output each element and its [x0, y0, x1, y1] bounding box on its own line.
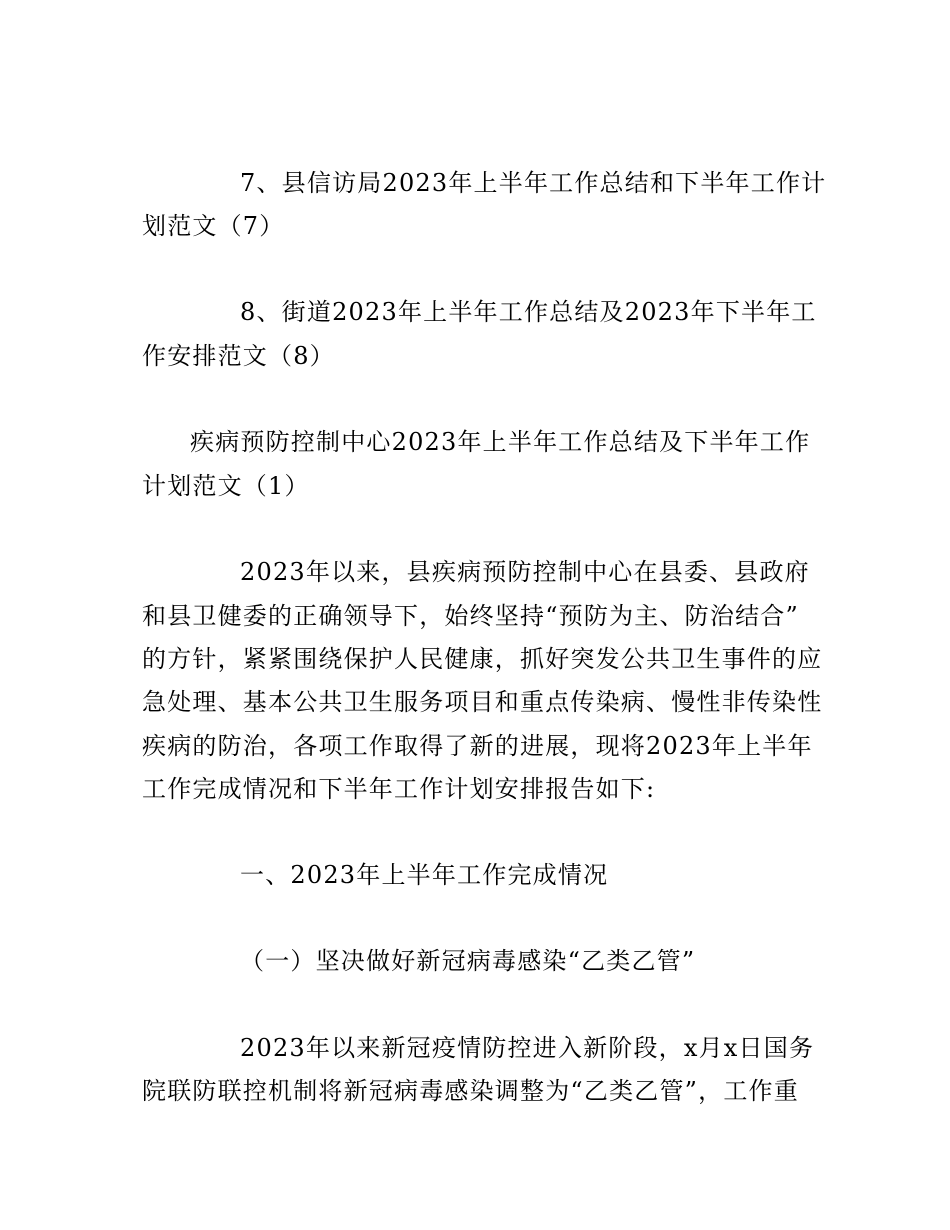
heading-level2: （一）坚决做好新冠病毒感染“乙类乙管”	[240, 947, 696, 975]
body-paragraph-line1: 2023年以来新冠疫情防控进入新阶段，x月x日国务	[240, 1034, 815, 1062]
intro-paragraph-line4: 急处理、基本公共卫生服务项目和重点传染病、慢性非传染性	[142, 688, 823, 716]
intro-paragraph-line1: 2023年以来，县疾病预防控制中心在县委、县政府	[240, 558, 810, 586]
intro-paragraph-line2: 和县卫健委的正确领导下，始终坚持“预防为主、防治结合”	[142, 602, 799, 630]
list-item-8-line2: 作安排范文（8）	[142, 342, 335, 370]
intro-paragraph-line3: 的方针，紧紧围绕保护人民健康，抓好突发公共卫生事件的应	[142, 645, 823, 673]
body-paragraph-line2: 院联防联控机制将新冠病毒感染调整为“乙类乙管”，工作重	[142, 1077, 799, 1105]
list-item-7-line1: 7、县信访局2023年上半年工作总结和下半年工作计	[240, 169, 827, 197]
list-item-7-line2: 划范文（7）	[142, 212, 285, 240]
intro-paragraph-line6: 工作完成情况和下半年工作计划安排报告如下:	[142, 775, 656, 803]
list-item-8-line1: 8、街道2023年上半年工作总结及2023年下半年工	[240, 298, 817, 326]
heading-level1: 一、2023年上半年工作完成情况	[240, 861, 609, 889]
section-title-line2: 计划范文（1）	[142, 472, 310, 500]
intro-paragraph-line5: 疾病的防治，各项工作取得了新的进展，现将2023年上半年	[142, 732, 813, 760]
section-title-line1: 疾病预防控制中心2023年上半年工作总结及下半年工作	[190, 428, 811, 456]
